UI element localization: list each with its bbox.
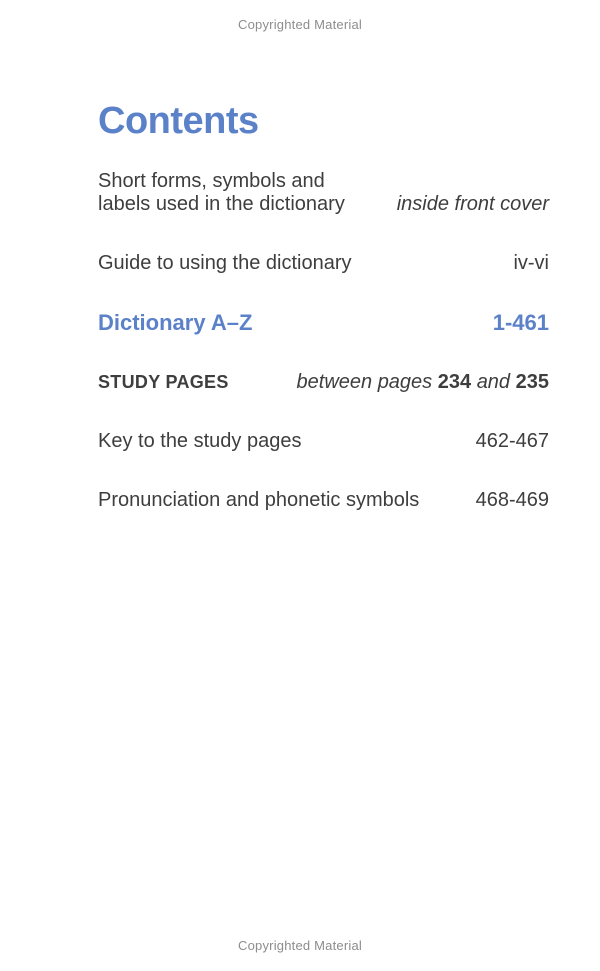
toc-row-pronunciation	[98, 489, 549, 512]
table-of-contents	[98, 100, 549, 548]
toc-row-key-study-pages	[98, 430, 549, 453]
toc-entry-page-ref: 468-469	[475, 489, 549, 511]
toc-entry-title: Dictionary A–Z	[98, 310, 253, 335]
page-ref-text: between pages	[296, 371, 438, 393]
page-title: Contents	[98, 100, 259, 142]
toc-entry-title-line1: Short forms, symbols and	[98, 170, 325, 192]
toc-entry-title: Key to the study pages	[98, 430, 302, 452]
toc-row-dictionary-az	[98, 311, 549, 335]
copyright-notice-bottom: Copyrighted Material	[238, 938, 362, 953]
toc-entry-page-ref: inside front cover	[396, 193, 549, 215]
toc-entry-page-ref: 462-467	[475, 430, 549, 452]
toc-entry-title: STUDY PAGES	[98, 372, 229, 392]
toc-row-short-forms	[98, 170, 549, 216]
toc-entry-page-ref: 1-461	[492, 310, 549, 335]
toc-entry-title	[98, 170, 345, 216]
toc-row-study-pages	[98, 371, 549, 394]
toc-entry-title-line2: labels used in the dictionary	[98, 193, 345, 215]
toc-entry-page-ref: iv-vi	[513, 252, 549, 274]
toc-entry-title: Guide to using the dictionary	[98, 252, 352, 274]
toc-row-guide	[98, 252, 549, 275]
toc-entry-page-ref	[297, 371, 549, 394]
page-ref-number: 235	[515, 371, 549, 393]
toc-entry-title: Pronunciation and phonetic symbols	[98, 489, 420, 511]
page-ref-number: 234	[437, 371, 472, 393]
copyright-notice-top: Copyrighted Material	[238, 17, 362, 32]
page-ref-text: and	[476, 371, 516, 393]
